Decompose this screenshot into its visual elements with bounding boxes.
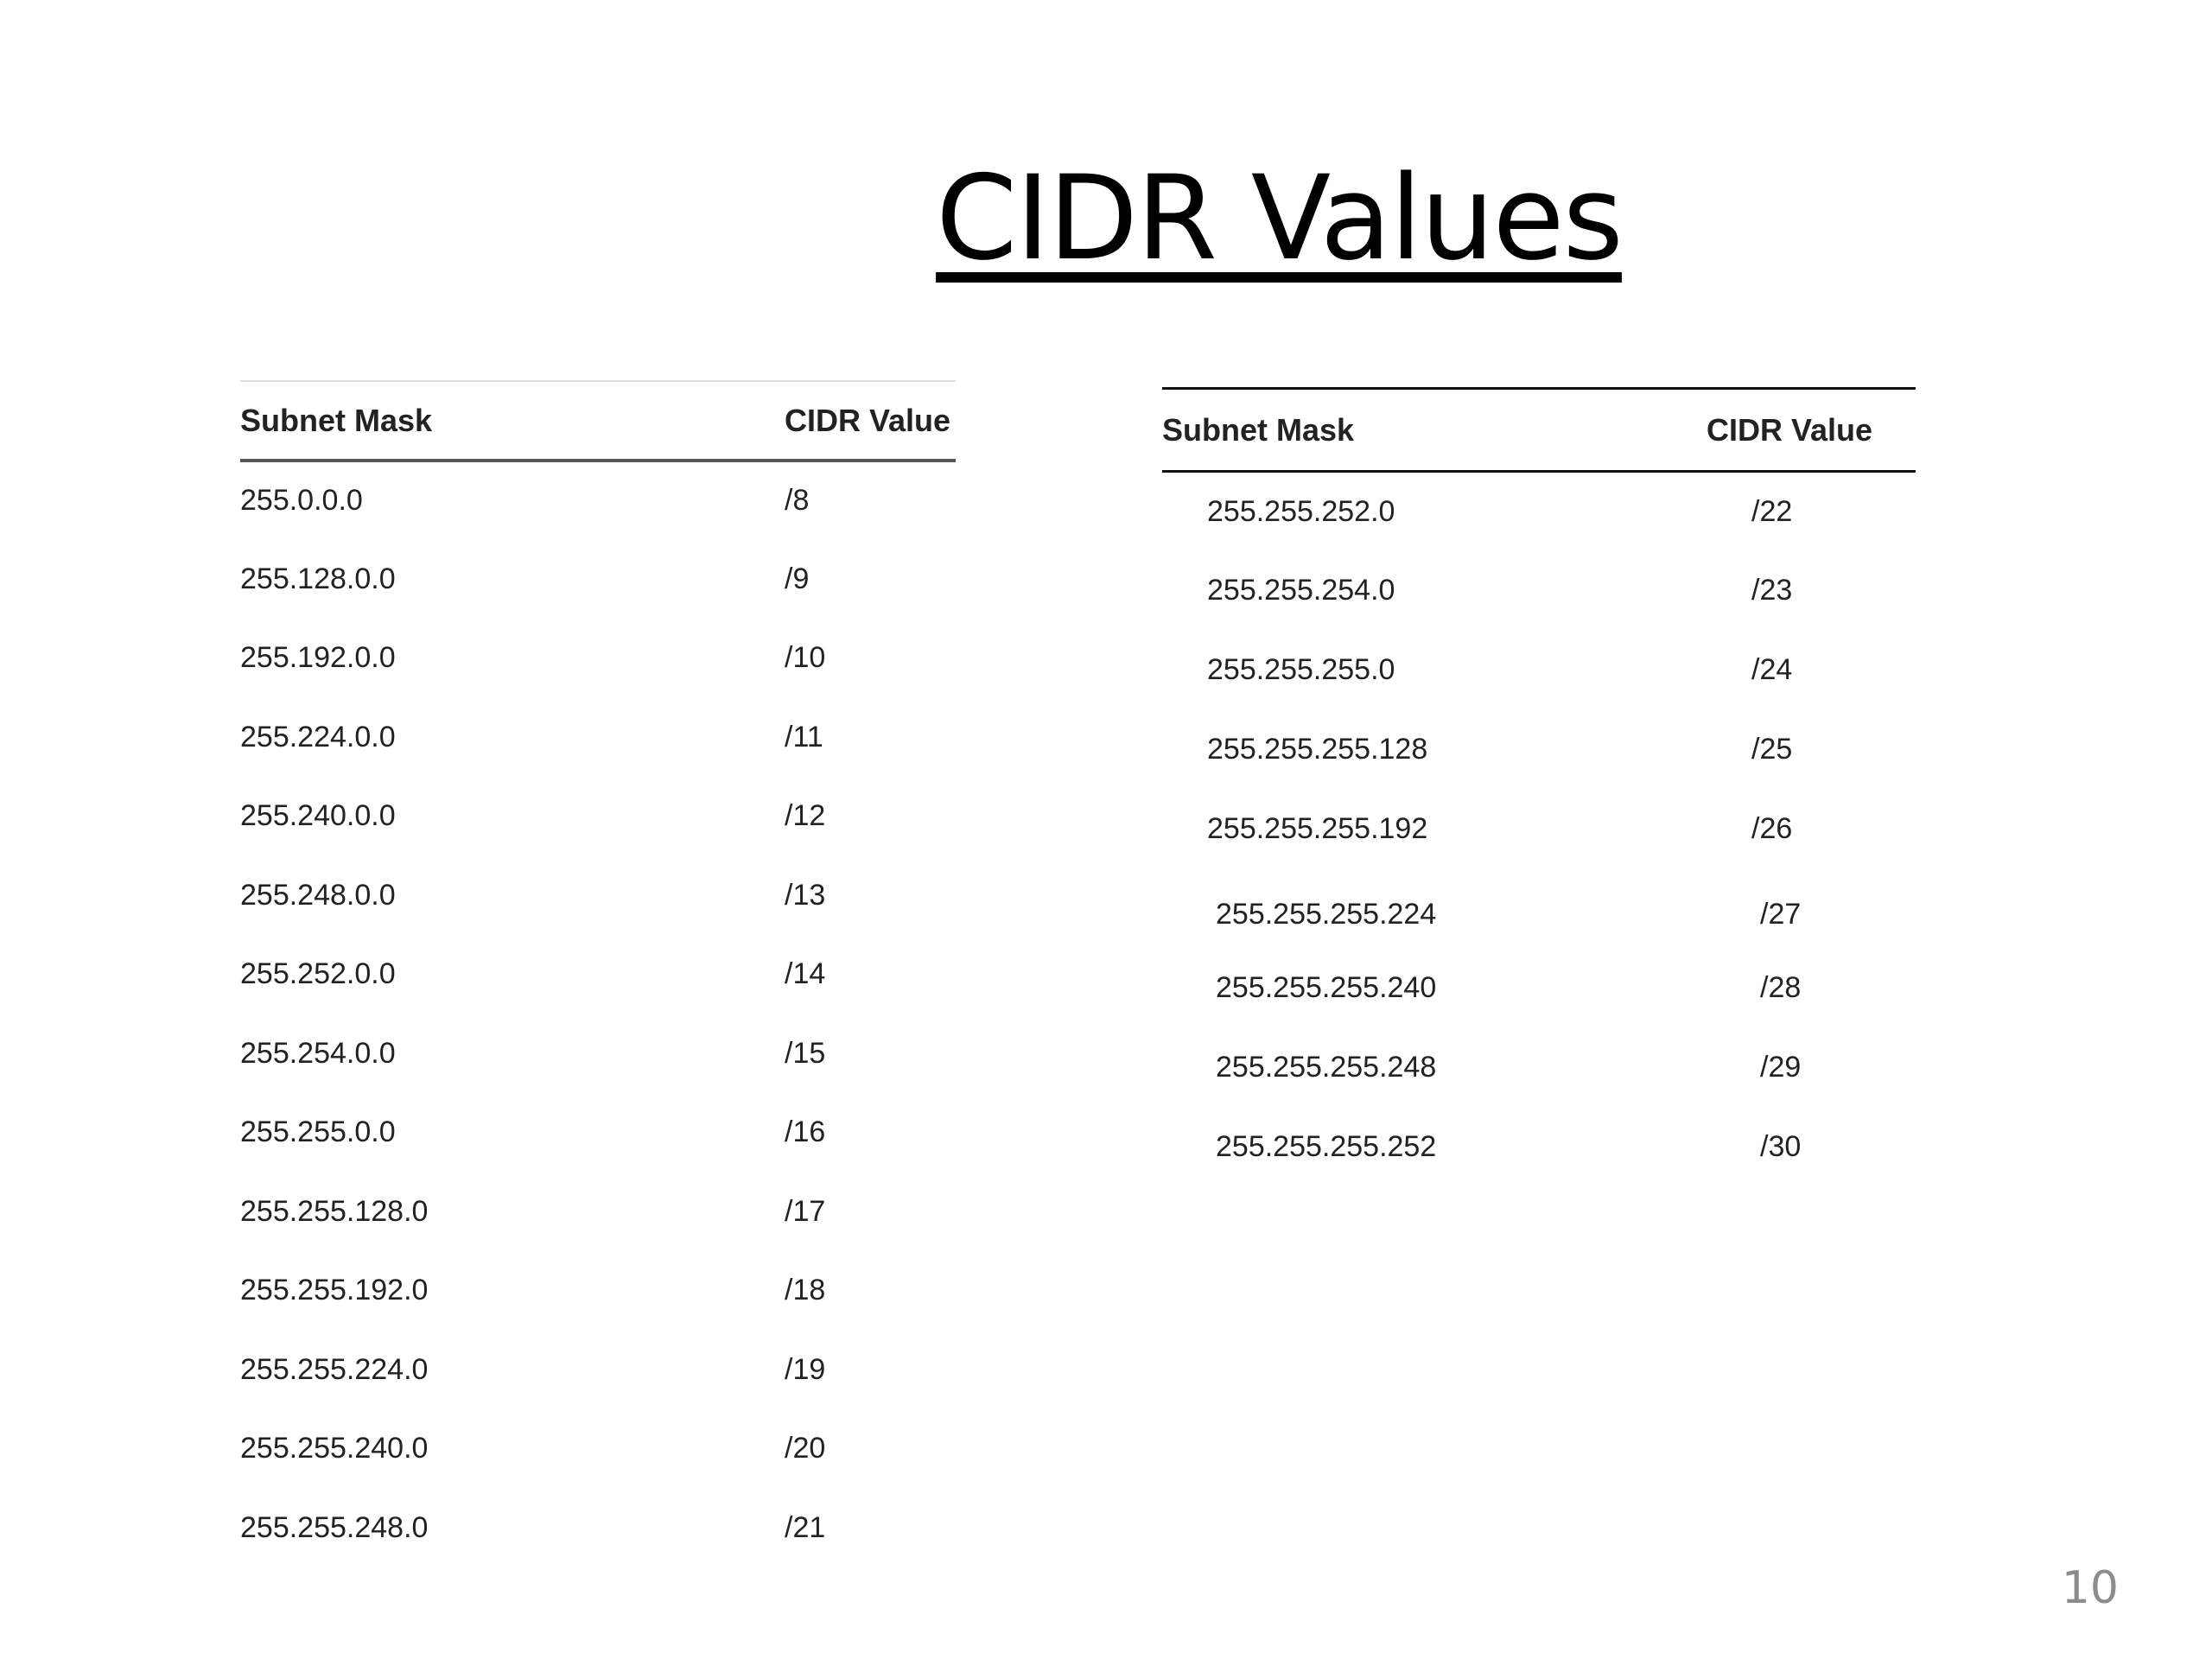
cidr-value-cell: /14 [785,957,826,991]
table-row [240,461,956,540]
subnet-mask-cell: 255.0.0.0 [240,484,363,518]
cidr-value-cell: /22 [1751,494,1793,528]
cidr-value-cell: /24 [1751,653,1793,686]
table-row [240,777,956,856]
cidr-value-cell: /13 [785,878,826,912]
subnet-mask-cell: 255.254.0.0 [240,1036,396,1070]
subnet-mask-cell: 255.255.255.128 [1207,733,1428,766]
cidr-value-cell: /18 [785,1274,826,1307]
subnet-mask-cell: 255.252.0.0 [240,957,396,991]
table-row [240,698,956,778]
cidr-value-cell: /16 [785,1116,826,1149]
cidr-value-cell: /29 [1760,1051,1802,1084]
cidr-value-cell: /26 [1751,812,1793,845]
slide-title: CIDR Values [936,150,1622,286]
subnet-mask-cell: 255.128.0.0 [240,562,396,595]
table-row [1162,1108,1916,1187]
table-row [240,1409,956,1489]
subnet-mask-cell: 255.255.255.252 [1216,1130,1437,1163]
cidr-value-cell: /10 [785,641,826,675]
subnet-mask-cell: 255.255.252.0 [1207,494,1395,528]
table-row [240,935,956,1014]
column-header-cidr-value: CIDR Value [785,402,951,438]
subnet-mask-cell: 255.224.0.0 [240,720,396,753]
subnet-mask-cell: 255.255.254.0 [1207,574,1395,607]
table-row [240,1014,956,1094]
subnet-mask-cell: 255.255.240.0 [240,1432,429,1465]
table-row [1162,949,1916,1028]
subnet-mask-cell: 255.255.224.0 [240,1352,429,1386]
cidr-value-cell: /30 [1760,1130,1802,1163]
table-row [1162,790,1916,869]
table-row [240,1489,956,1568]
cidr-value-cell: /19 [785,1352,826,1386]
cidr-value-cell: /25 [1751,733,1793,766]
page-number: 10 [2061,1562,2119,1614]
subnet-mask-cell: 255.255.255.240 [1216,971,1437,1004]
column-header-cidr-value: CIDR Value [1707,411,1873,448]
table-row [240,856,956,936]
cidr-value-cell: /11 [785,720,823,753]
cidr-value-cell: /28 [1760,971,1802,1004]
subnet-mask-cell: 255.255.248.0 [240,1510,429,1544]
subnet-mask-cell: 255.255.255.224 [1216,898,1437,931]
table-row [1162,710,1916,790]
table-row [1162,631,1916,710]
table-header-row [240,381,956,461]
subnet-mask-cell: 255.248.0.0 [240,878,396,912]
cidr-value-cell: /20 [785,1432,826,1465]
column-header-subnet-mask: Subnet Mask [240,402,433,438]
table-row [240,1331,956,1410]
subnet-mask-cell: 255.255.128.0 [240,1194,429,1228]
subnet-mask-cell: 255.255.255.0 [1207,653,1395,686]
cidr-value-cell: /15 [785,1036,826,1070]
table-row [240,1093,956,1173]
table-row [240,540,956,620]
cidr-value-cell: /17 [785,1194,826,1228]
cidr-value-cell: /27 [1760,898,1802,931]
column-header-subnet-mask: Subnet Mask [1162,411,1355,448]
table-row [240,1251,956,1331]
subnet-mask-cell: 255.255.255.248 [1216,1051,1437,1084]
cidr-value-cell: /8 [785,484,810,518]
table-row [240,619,956,698]
table-row [1162,869,1916,949]
subnet-mask-cell: 255.255.192.0 [240,1274,429,1307]
cidr-table-right [1162,387,1916,1187]
subnet-mask-cell: 255.240.0.0 [240,799,396,833]
cidr-value-cell: /23 [1751,574,1793,607]
cidr-table-left [240,380,956,1567]
subnet-mask-cell: 255.192.0.0 [240,641,396,675]
table-header-row [1162,389,1916,472]
table-row [1162,472,1916,551]
table-row [1162,551,1916,631]
cidr-value-cell: /12 [785,799,826,833]
table-row [1162,1028,1916,1108]
table-row [240,1173,956,1252]
subnet-mask-cell: 255.255.0.0 [240,1116,396,1149]
subnet-mask-cell: 255.255.255.192 [1207,812,1428,845]
cidr-value-cell: /9 [785,562,810,595]
cidr-value-cell: /21 [785,1510,826,1544]
